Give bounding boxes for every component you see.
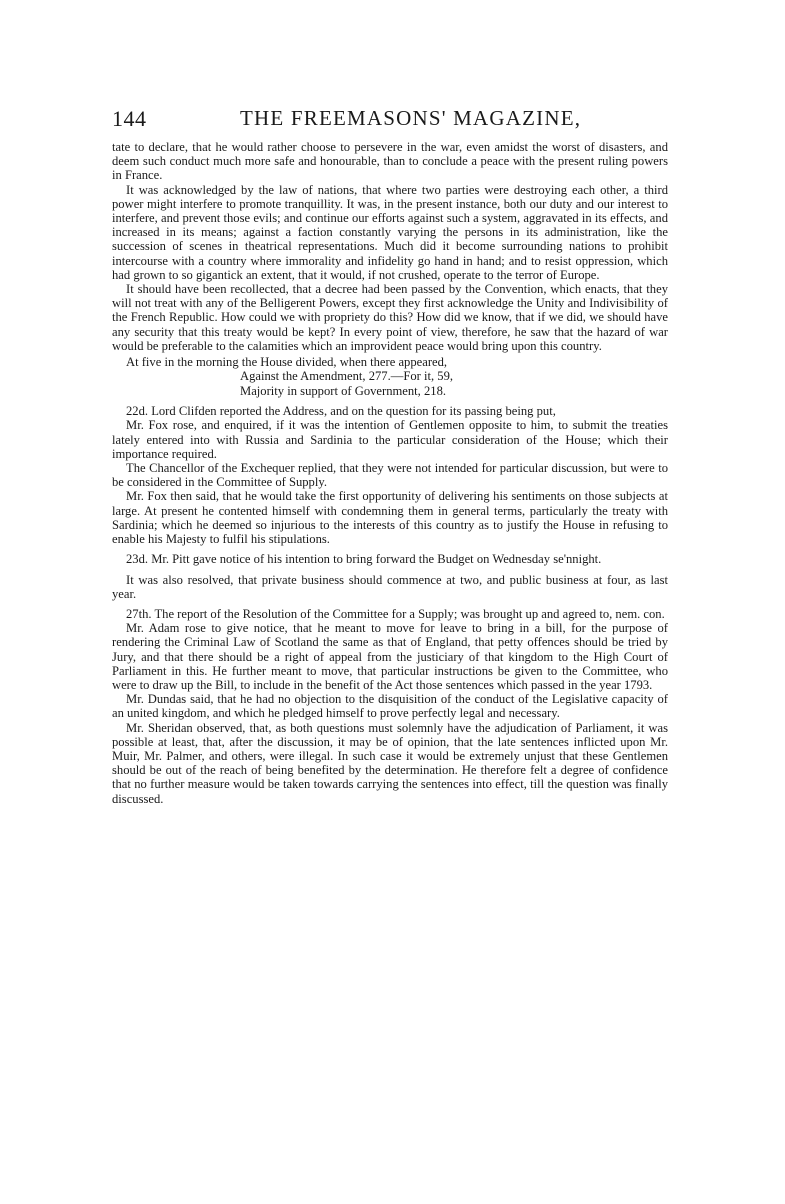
division-result bbox=[112, 355, 668, 398]
division-majority: Majority in support of Government, 218. bbox=[240, 383, 447, 398]
paragraph: tate to declare, that he would rather choose to persevere in the war, even amidst the worst of disasters, and deem such conduct much more safe and honourable, than to conclude a peace with the present ruling powers in France. bbox=[112, 140, 668, 183]
paragraph: 22d. Lord Clifden reported the Address, and on the question for its passing being put, bbox=[126, 404, 556, 419]
running-title: THE FREEMASONS' MAGAZINE, bbox=[240, 106, 582, 130]
paragraph: The Chancellor of the Exchequer replied, that they were not intended for particular discussion, but were to be considered in the Committee of Supply. bbox=[112, 461, 668, 490]
paragraph: Mr. Dundas said, that he had no objection to the disquisition of the conduct of the Legislative capacity of an united kingdom, and which he pledged himself to prove perfectly legal and necessary. bbox=[112, 692, 668, 721]
paragraph: Mr. Fox rose, and enquired, if it was the intention of Gentlemen opposite to him, to submit the treaties lately entered into with Russia and Sardinia to the particular consideration of the House; which their importance required. bbox=[112, 418, 668, 461]
article-body bbox=[112, 140, 668, 806]
paragraph: Mr. Fox then said, that he would take the first opportunity of delivering his sentiments on those subjects at large. At present he contented himself with condemning them in general terms, particularly the treaty with Sardinia; which he deemed so injurious to the interests of this country as to justify the House in refusing to enable his Majesty to fulfil his stipulations. bbox=[112, 489, 668, 547]
page-number: 144 bbox=[112, 106, 147, 131]
paragraph: Mr. Adam rose to give notice, that he meant to move for leave to bring in a bill, for the purpose of rendering the Criminal Law of Scotland the same as that of England, that petty offences should be tried by Jury, and that there should be a right of appeal from the justiciary of that kingdom to the High Court of Parliament in this. He further meant to move, that particular instructions be given to the Committee, who were to draw up the Bill, to include in the benefit of the Act those sentences which passed in the year 1793. bbox=[112, 621, 668, 692]
paragraph: 27th. The report of the Resolution of the Committee for a Supply; was brought up and agreed to, nem. con. bbox=[126, 606, 665, 621]
paragraph: It was acknowledged by the law of nations, that where two parties were destroying each other, a third power might interfere to promote tranquillity. It was, in the present instance, both our duty and our interest to interfere, and prevent those evils; and continue our efforts against such a system, aggravated in its effects, and increased in its means; against a faction constantly varying the persons in its administration, like the succession of scenes in theatrical representations. Much did it become surrounding nations to prohibit intercourse with a country where immorality and infidelity go hand in hand; and to resist oppression, which had grown to so gigantick an extent, that it would, if not crushed, operate to the terror of Europe. bbox=[112, 182, 668, 282]
paragraph: Mr. Sheridan observed, that, as both questions must solemnly have the adjudication of Parliament, it was possible at least, that, after the discussion, it may be of opinion, that the late sentences inflicted upon Mr. Muir, Mr. Palmer, and others, were illegal. In such case it would be extremely unjust that these Gentlemen should be out of the reach of being benefited by the determination. He therefore felt a degree of confidence that no further measure would be taken towards carrying the sentences into effect, till the question was finally discussed. bbox=[112, 720, 668, 806]
division-tally: Against the Amendment, 277.—For it, 59, bbox=[240, 369, 454, 384]
page-header bbox=[112, 106, 672, 134]
division-intro: At five in the morning the House divided, when there appeared, bbox=[126, 355, 448, 370]
paragraph: It should have been recollected, that a decree had been passed by the Convention, which enacts, that they will not treat with any of the Belligerent Powers, except they first acknowledge the Unity and Indivisibility of the French Republic. How could we with propriety do this? How did we know, that if we did, we should have any security that this treaty would be kept? In every point of view, therefore, he saw that the hazard of war would be preferable to the calamities which an improvident peace would bring upon this country. bbox=[112, 282, 668, 353]
paragraph: It was also resolved, that private business should commence at two, and public business at four, as last year. bbox=[112, 572, 668, 601]
paragraph: 23d. Mr. Pitt gave notice of his intention to bring forward the Budget on Wednesday se'nnight. bbox=[126, 552, 602, 567]
